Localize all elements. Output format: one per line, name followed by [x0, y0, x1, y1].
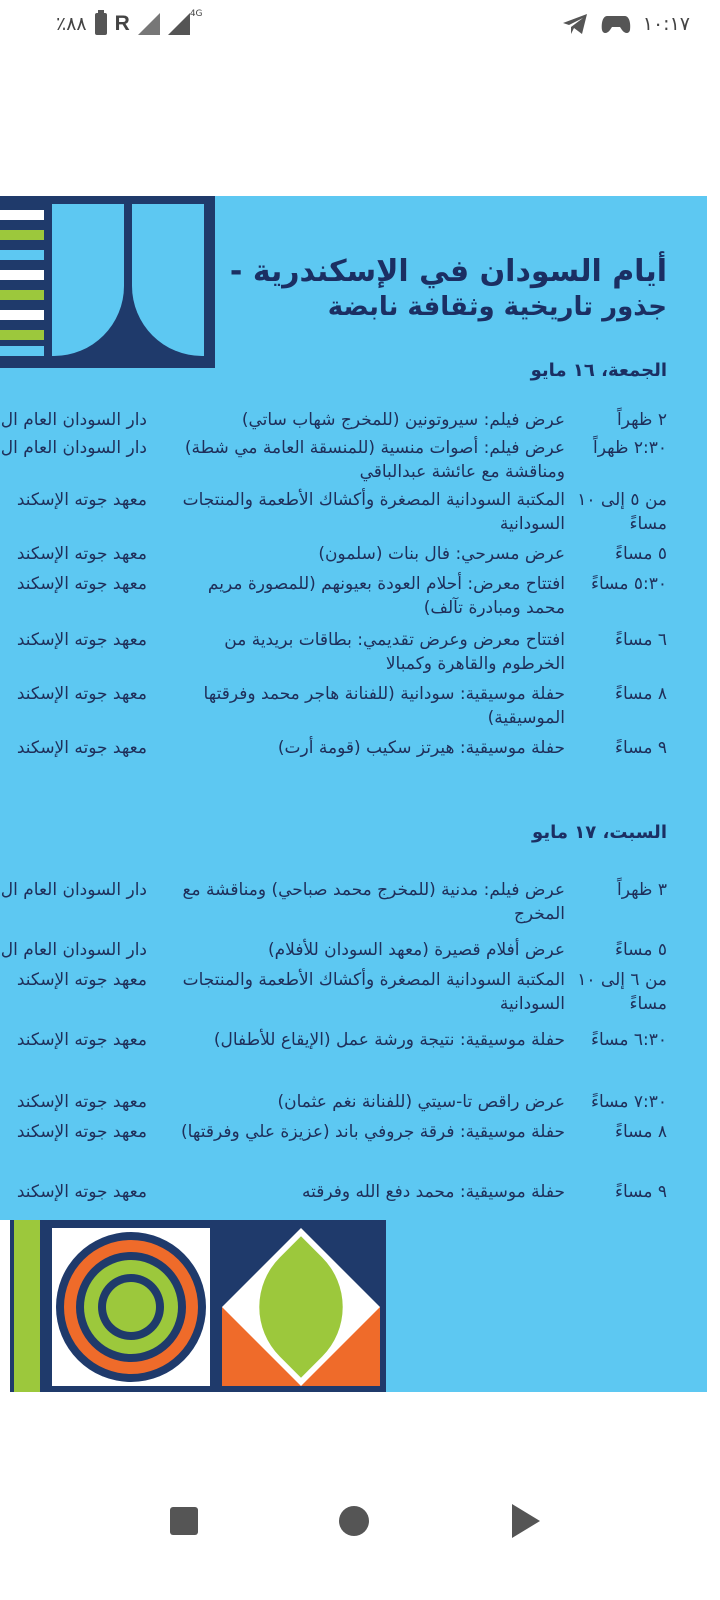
- roaming-indicator: R: [114, 12, 130, 35]
- event-time: ٩ مساءً: [615, 738, 667, 758]
- status-left: [56, 9, 211, 36]
- event-time: ٥:٣٠ مساءً: [591, 574, 667, 594]
- event-title: حفلة موسيقية: نتيجة ورشة عمل (الإيقاع للأطفال): [213, 1030, 565, 1050]
- event-time: من ٥ إلى ١٠ مساءً: [577, 490, 667, 534]
- day-heading: الجمعة، ١٦ مايو: [530, 360, 667, 381]
- event-time: ٥ مساءً: [615, 544, 667, 564]
- status-right: [561, 12, 690, 36]
- event-venue: معهد جوته الإسكند: [16, 574, 147, 594]
- event-title: افتتاح معرض وعرض تقديمي: بطاقات بريدية من الخرطوم والقاهرة وكمبالا: [224, 630, 565, 674]
- event-time: ٦ مساءً: [615, 630, 667, 650]
- event-venue: معهد جوته الإسكند: [16, 1092, 147, 1112]
- event-poster[interactable]: [0, 196, 707, 1392]
- telegram-icon: [561, 12, 589, 36]
- event-title: المكتبة السودانية المصغرة وأكشاك الأطعمة والمنتجات السودانية: [182, 970, 565, 1014]
- event-venue: معهد جوته الإسكند: [16, 1182, 147, 1202]
- event-venue: معهد جوته الإسكند: [16, 738, 147, 758]
- signal-icon: [138, 13, 160, 35]
- event-time: ٢:٣٠ ظهراً: [593, 438, 667, 458]
- day-heading: السبت، ١٧ مايو: [532, 822, 667, 843]
- event-venue: معهد جوته الإسكند: [16, 970, 147, 990]
- event-title: افتتاح معرض: أحلام العودة بعيونهم (للمصورة مريم محمد ومبادرة تآلف): [207, 574, 565, 618]
- event-title: حفلة موسيقية: سودانية (للفنانة هاجر محمد وفرقتها الموسيقية): [203, 684, 565, 728]
- poster-logo-top: [0, 196, 215, 368]
- event-title: حفلة موسيقية: فرقة جروفي باند (عزيزة علي وفرقتها): [181, 1122, 565, 1142]
- event-title: عرض فيلم: مدنية (للمخرج محمد صباحي) ومناقشة مع المخرج: [182, 880, 565, 924]
- event-time: ٦:٣٠ مساءً: [591, 1030, 667, 1050]
- navigation-bar: [0, 1480, 720, 1600]
- event-venue: معهد جوته الإسكند: [16, 630, 147, 650]
- event-title: عرض أفلام قصيرة (معهد السودان للأفلام): [268, 940, 565, 960]
- event-venue: معهد جوته الإسكند: [16, 1122, 147, 1142]
- event-title: عرض فيلم: سيروتونين (للمخرج شهاب ساتي): [241, 410, 565, 430]
- event-venue: معهد جوته الإسكند: [16, 544, 147, 564]
- event-title: عرض فيلم: أصوات منسية (للمنسقة العامة مي شطة) ومناقشة مع عائشة عبدالباقي: [184, 438, 565, 482]
- event-venue: معهد جوته الإسكند: [16, 684, 147, 704]
- event-time: ٨ مساءً: [615, 1122, 667, 1142]
- event-time: من ٦ إلى ١٠ مساءً: [577, 970, 667, 1014]
- event-venue: دار السودان العام ال: [0, 880, 147, 900]
- event-venue: معهد جوته الإسكند: [16, 1030, 147, 1050]
- event-venue: دار السودان العام ال: [0, 410, 147, 430]
- event-title: حفلة موسيقية: هيرتز سكيب (قومة أرت): [277, 738, 565, 758]
- event-title: عرض مسرحي: فال بنات (سلمون): [318, 544, 565, 564]
- event-time: ٩ مساءً: [615, 1182, 667, 1202]
- event-time: ٨ مساءً: [615, 684, 667, 704]
- poster-title: [230, 254, 667, 324]
- event-title: حفلة موسيقية: محمد دفع الله وفرقته: [301, 1182, 565, 1202]
- event-time: ٢ ظهراً: [616, 410, 667, 430]
- event-time: ٣ ظهراً: [616, 880, 667, 900]
- battery-icon: [95, 13, 107, 35]
- back-button[interactable]: [512, 1504, 540, 1538]
- event-time: ٥ مساءً: [615, 940, 667, 960]
- event-title: عرض راقص تا-سيتي (للفنانة نغم عثمان): [277, 1092, 565, 1112]
- event-time: ٧:٣٠ مساءً: [591, 1092, 667, 1112]
- home-button[interactable]: [339, 1506, 369, 1536]
- status-bar: [0, 0, 720, 56]
- network-type: 4G: [189, 9, 203, 19]
- title-line-2: جذور تاريخية وثقافة نابضة: [327, 292, 667, 322]
- title-line-1: أيام السودان في الإسكندرية -: [229, 254, 667, 289]
- event-title: المكتبة السودانية المصغرة وأكشاك الأطعمة والمنتجات السودانية: [182, 490, 565, 534]
- event-venue: دار السودان العام ال: [0, 438, 147, 458]
- gamepad-icon: [601, 13, 631, 35]
- poster-logo-bottom: [0, 1220, 386, 1392]
- event-venue: معهد جوته الإسكند: [16, 490, 147, 510]
- battery-percent: ٪٨٨: [56, 13, 87, 35]
- event-venue: دار السودان العام ال: [0, 940, 147, 960]
- clock: ١٠:١٧: [642, 13, 690, 35]
- recent-apps-button[interactable]: [170, 1507, 198, 1535]
- signal-icon-4g: [168, 13, 190, 35]
